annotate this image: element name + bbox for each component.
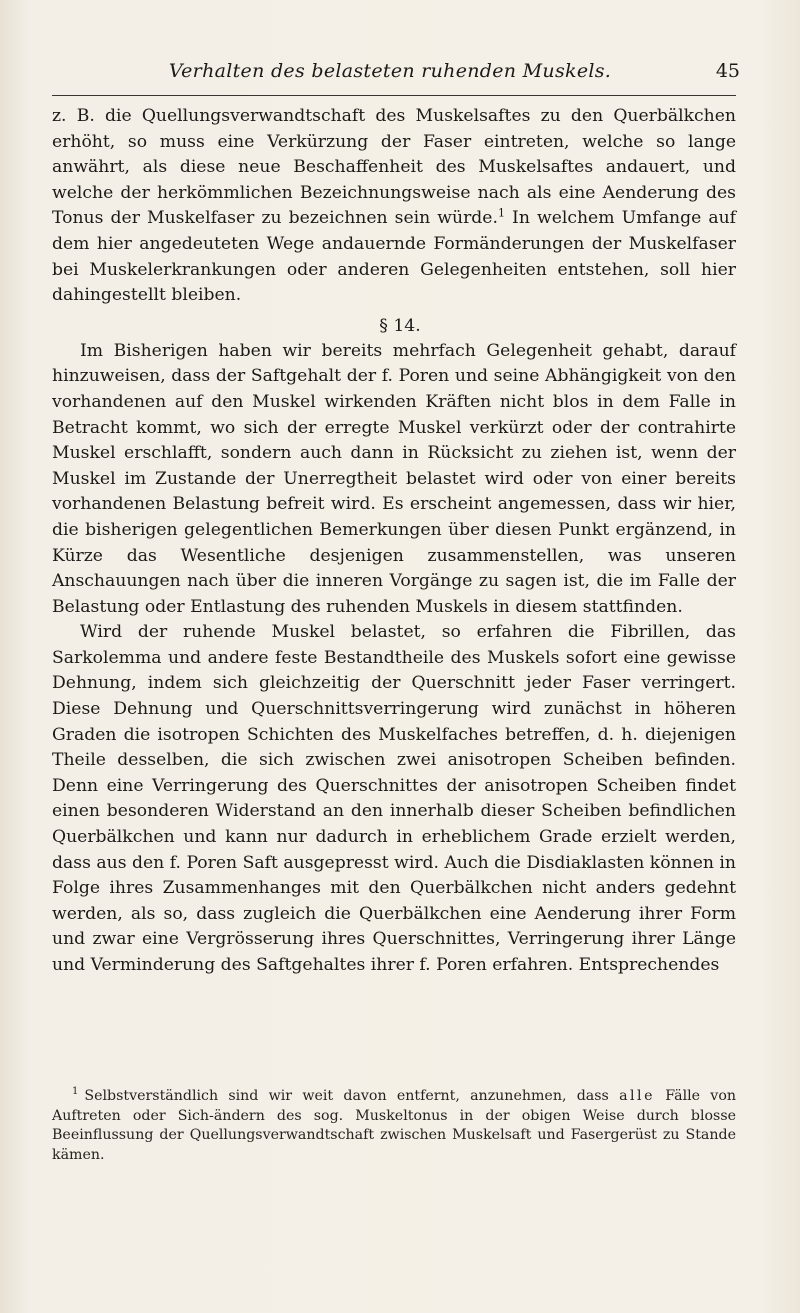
footnote-emphasis: alle: [619, 1088, 655, 1104]
page-number: 45: [715, 60, 740, 82]
footnote-mark: 1: [72, 1086, 79, 1098]
paragraph-1-tail: In welchem Umfange auf dem hier angedeuteten Wege andauernde Formänderungen der Muskelfaser bei Muskelerkrankungen oder anderen Gelegenheiten entstehen, soll hier dahingestellt bleiben.: [52, 208, 737, 306]
section-heading: § 14.: [379, 315, 421, 336]
footnote-text-after: Fälle von Auftreten oder Sich-ändern des sog. Muskeltonus in der obigen Weise durch blosse Beeinflussung der Quellungsverwandtschaft zwischen Muskelsaft und Fasergerüst zu Stande kämen.: [52, 1088, 736, 1163]
footnote-text-before: Selbstverständlich sind wir weit davon entfernt, anzunehmen, dass: [84, 1088, 620, 1104]
footnote: [52, 1087, 736, 1165]
main-text: [52, 104, 736, 979]
paragraph-1: [52, 104, 736, 309]
footnote-reference[interactable]: 1: [497, 206, 505, 220]
paragraph-2: Im Bisherigen haben wir bereits mehrfach Gelegenheit gehabt, darauf hinzuweisen, dass der Saftgehalt der f. Poren und seine Abhängigkeit von den vorhandenen auf den Muskel wirkenden Kräften nicht blos in dem Falle in Betracht kommt, wo sich der erregte Muskel verkürzt oder der contrahirte Muskel erschlafft, sondern auch dann in Rücksicht zu ziehen ist, wenn der Muskel im Zustande der Unerregtheit belastet wird oder von einer bereits vorhandenen Belastung befreit wird. Es erscheint angemessen, dass wir hier, die bisherigen gelegentlichen Bemerkungen über diesen Punkt ergänzend, in Kürze das Wesentliche desjenigen zusammenstellen, was unseren Anschauungen nach über die inneren Vorgänge zu sagen ist, die im Falle der Belastung oder Entlastung des ruhenden Muskels in diesem stattfinden.: [52, 340, 736, 617]
header-rule: [52, 95, 736, 96]
footnote-area: [52, 1087, 736, 1165]
paragraph-1-text: z. B. die Quellungsverwandtschaft des Muskelsaftes zu den Querbälkchen erhöht, so muss eine Verkürzung der Faser eintreten, welche so lange anwährt, als diese neue Beschaffenheit des Muskelsaftes andauert, und welche der herkömmlichen Bezeichnungsweise nach als eine Aenderung des Tonus der Muskelfaser zu bezeichnen sein würde.: [52, 106, 736, 229]
paragraph-3: Wird der ruhende Muskel belastet, so erfahren die Fibrillen, das Sarkolemma und andere feste Bestandtheile des Muskels sofort eine gewisse Dehnung, indem sich gleichzeitig der Querschnitt jeder Faser verringert. Diese Dehnung und Querschnittsverringerung wird zunächst in höheren Graden die isotropen Schichten des Muskelfaches betreffen, d. h. diejenigen Theile desselben, die sich zwischen zwei anisotropen Scheiben befinden. Denn eine Verringerung des Querschnittes der anisotropen Scheiben findet einen besonderen Widerstand an den innerhalb dieser Scheiben befindlichen Querbälkchen und kann nur dadurch in erheblichem Grade erzielt werden, dass aus den f. Poren Saft ausgepresst wird. Auch die Disdiaklasten können in Folge ihres Zusammenhanges mit den Querbälkchen nicht anders gedehnt werden, als so, dass zugleich die Querbälkchen eine Aenderung ihrer Form und zwar eine Vergrösserung ihres Querschnittes, Verringerung ihrer Länge und Verminderung des Saftgehaltes ihrer f. Poren erfahren. Entsprechendes: [52, 622, 736, 975]
running-header: [40, 60, 740, 90]
running-title: Verhalten des belasteten ruhenden Muskels.: [168, 60, 612, 82]
